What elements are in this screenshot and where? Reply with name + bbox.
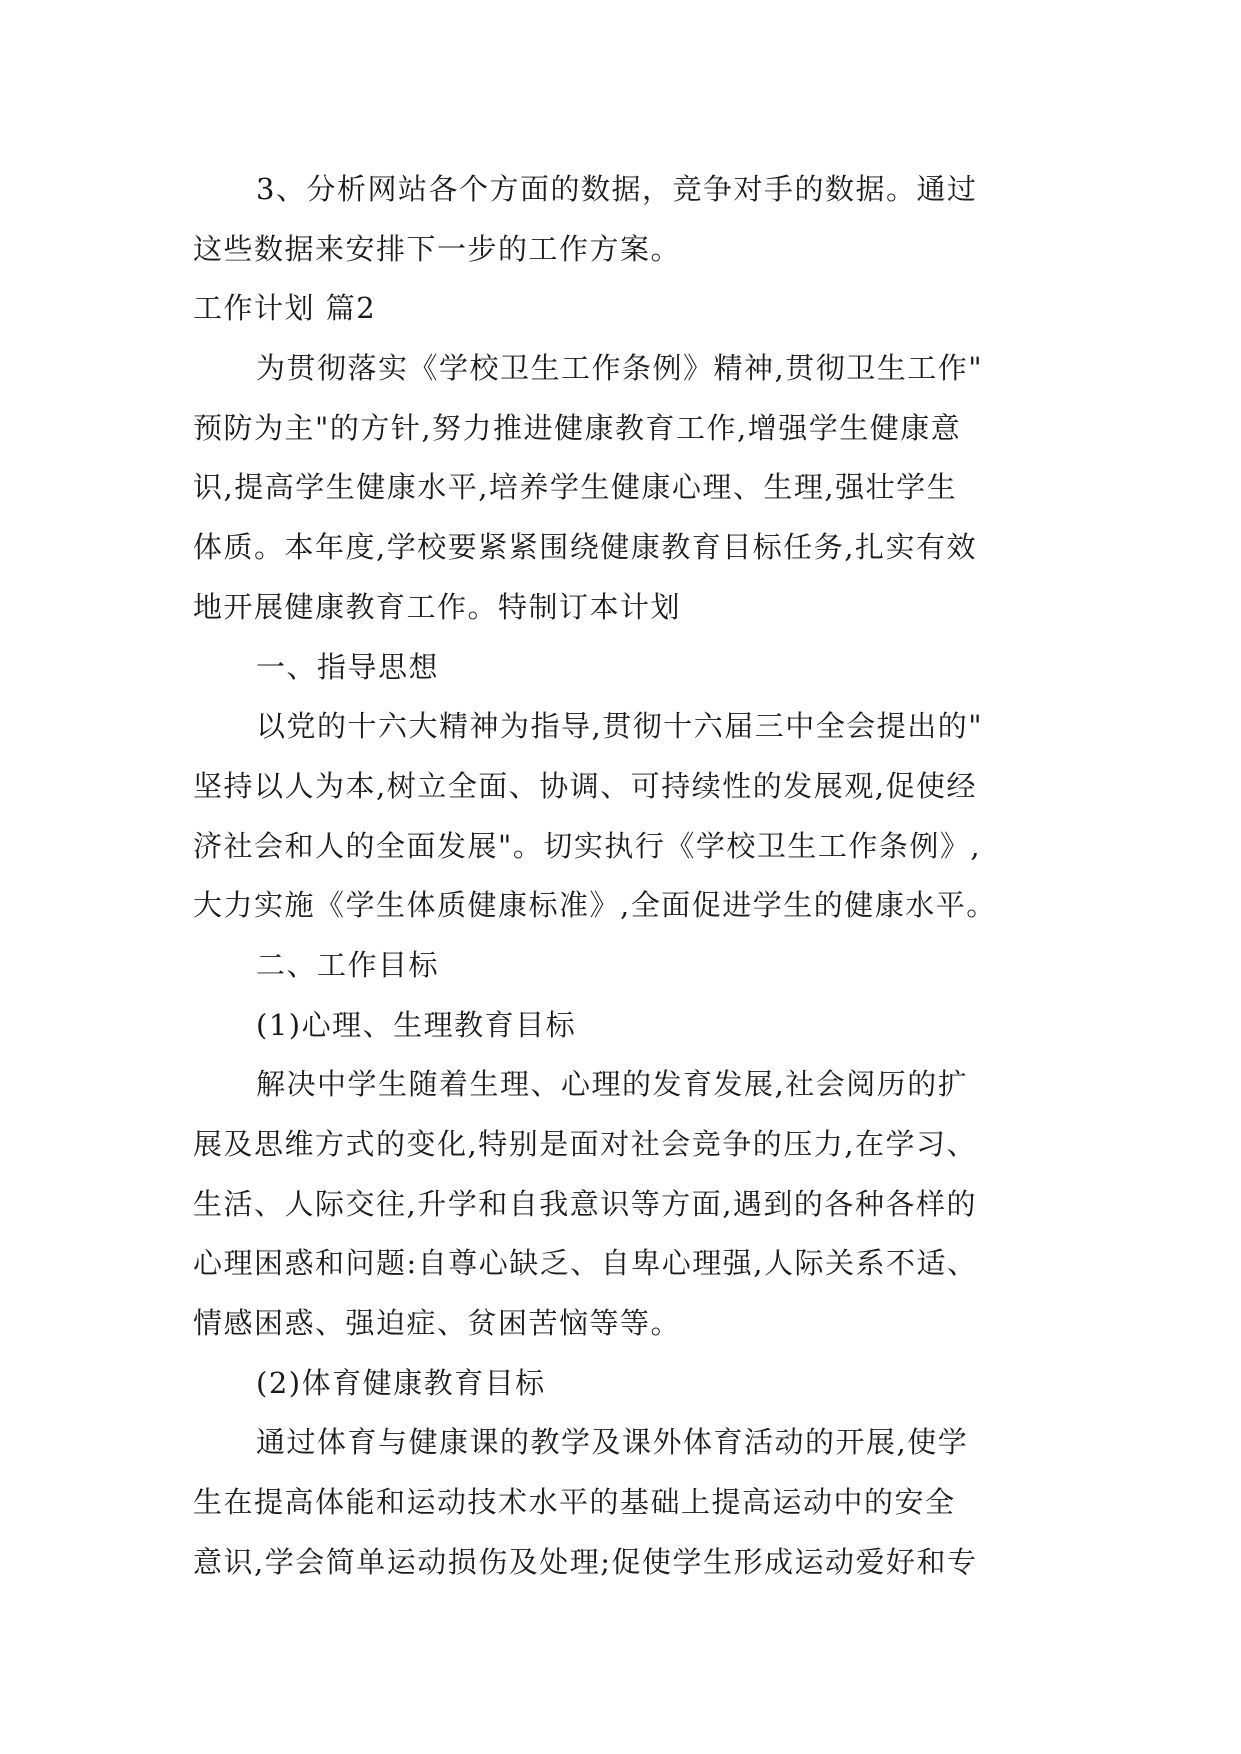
paragraph-line: 生在提高体能和运动技术水平的基础上提高运动中的安全 xyxy=(193,1485,956,1520)
subsection-heading: (1)心理、生理教育目标 xyxy=(256,1007,577,1042)
document-body xyxy=(193,160,1073,1593)
paragraph-line: 展及思维方式的变化,特别是面对社会竞争的压力,在学习、 xyxy=(193,1127,977,1161)
paragraph-line: 为贯彻落实《学校卫生工作条例》精神,贯彻卫生工作" xyxy=(256,351,984,386)
paragraph-line: 济社会和人的全面发展"。切实执行《学校卫生工作条例》, xyxy=(193,828,982,863)
paragraph-line: 通过体育与健康课的教学及课外体育活动的开展,使学 xyxy=(256,1425,969,1460)
paragraph-line: 大力实施《学生体质健康标准》,全面促进学生的健康水平。 xyxy=(193,888,997,923)
paragraph-line: 识,提高学生健康水平,培养学生健康心理、生理,强壮学生 xyxy=(193,470,958,505)
paragraph-line: 坚持以人为本,树立全面、协调、可持续性的发展观,促使经 xyxy=(193,768,977,803)
paragraph-line: 体质。本年度,学校要紧紧围绕健康教育目标任务,扎实有效 xyxy=(193,530,977,565)
paragraph-line: 心理困惑和问题:自尊心缺乏、自卑心理强,人际关系不适、 xyxy=(193,1246,978,1281)
paragraph-line: 意识,学会简单运动损伤及处理;促使学生形成运动爱好和专 xyxy=(193,1544,978,1579)
subsection-heading: 二、工作目标 xyxy=(256,947,440,982)
paragraph-line: 生活、人际交往,升学和自我意识等方面,遇到的各种各样的 xyxy=(193,1186,977,1221)
section-heading: 工作计划 篇2 xyxy=(193,291,377,326)
paragraph-line: 3、分析网站各个方面的数据，竞争对手的数据。通过 xyxy=(256,172,978,206)
paragraph-line: 预防为主"的方针,努力推进健康教育工作,增强学生健康意 xyxy=(193,410,962,445)
paragraph-line: 解决中学生随着生理、心理的发育发展,社会阅历的扩 xyxy=(256,1067,969,1102)
paragraph-line: 情感困惑、强迫症、贫困苦恼等等。 xyxy=(193,1306,682,1341)
paragraph-line: 以党的十六大精神为指导,贯彻十六届三中全会提出的" xyxy=(256,709,984,744)
subsection-heading: (2)体育健康教育目标 xyxy=(256,1365,546,1400)
paragraph-line: 地开展健康教育工作。特制订本计划 xyxy=(193,589,682,624)
paragraph-line: 这些数据来安排下一步的工作方案。 xyxy=(193,231,682,266)
subsection-heading: 一、指导思想 xyxy=(256,649,440,684)
